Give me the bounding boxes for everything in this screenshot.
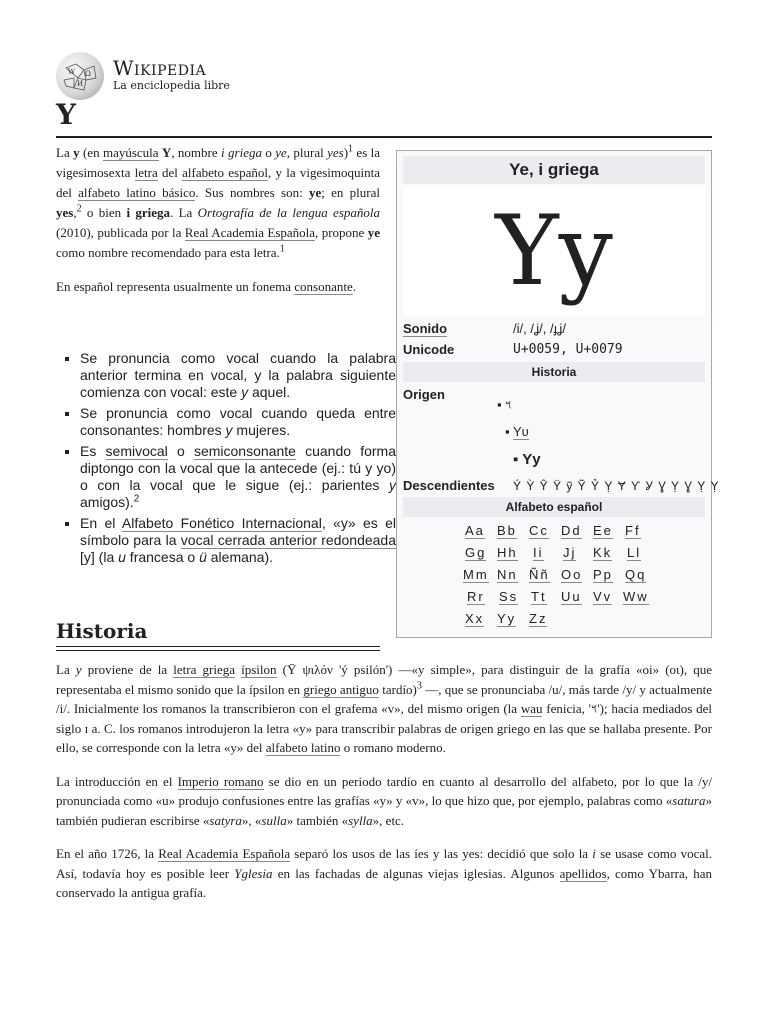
wikipedia-wordmark[interactable]: Wikipedia — [113, 56, 207, 80]
alfabeto-letter[interactable]: Ee — [593, 523, 613, 538]
section-divider — [56, 646, 380, 647]
alfabeto-letter[interactable]: Bb — [497, 523, 517, 538]
alfabeto-letter[interactable]: Nn — [497, 567, 518, 582]
title-divider — [56, 136, 712, 138]
sonido-label[interactable]: Sonido — [403, 321, 448, 336]
descendientes-value[interactable]: Ý Ỳ Ŷ Ÿ ỹ Ỹ Ỷ Ỵ Ɏ Ƴ Ỿ Ɣ Ỵ Ɣ Ỵ Ỵ — [513, 479, 720, 493]
link-rae-2[interactable]: Real Academia Española — [158, 846, 291, 861]
list-item: ▪ Se pronuncia como vocal cuando queda entre consonantes: hombres y mujeres. — [80, 405, 396, 439]
alfabeto-letter[interactable]: Oo — [561, 567, 583, 582]
list-item: ▪ En el Alfabeto Fonético Internacional, «y» es el símbolo para la vocal cerrada anterior redondeada [y] (la u francesa o ü alemana). — [80, 515, 396, 566]
link-semivocal[interactable]: semivocal — [105, 443, 168, 459]
alfabeto-letter[interactable]: Cc — [529, 523, 549, 538]
alfabeto-letter[interactable]: Ff — [625, 523, 641, 538]
link-imperio-romano[interactable]: Imperio romano — [177, 773, 264, 789]
list-item: ▪ Es semivocal o semiconsonante cuando forma diptongo con la vocal que la antecede (ej.: tú y yo) o con la vocal que le sigue (ej.: parientes y amigos).$^2$ — [80, 443, 396, 511]
alfabeto-letter[interactable]: Hh — [497, 545, 518, 560]
alfabeto-letter[interactable]: Zz — [529, 611, 548, 626]
link-afi[interactable]: Alfabeto Fonético Internacional — [121, 515, 322, 531]
page-title: Y — [56, 98, 76, 131]
link-alfabeto-espanol[interactable]: alfabeto español — [182, 165, 268, 180]
alfabeto-letter[interactable]: Jj — [563, 545, 577, 560]
alfabeto-letter[interactable]: Ww — [623, 589, 649, 604]
alfabeto-letter[interactable]: Ll — [627, 545, 642, 560]
alfabeto-letter[interactable]: Vv — [593, 589, 613, 604]
alfabeto-letter[interactable]: Tt — [531, 589, 547, 604]
alfabeto-letter[interactable]: Dd — [561, 523, 582, 538]
link-letra-griega[interactable]: letra griega — [173, 662, 235, 677]
historia-paragraph-2: La introducción en el Imperio romano se dio en un periodo tardío en cuanto al desarrollo del alfabeto, por lo que la /y/ pronunciada como «u» produjo confusiones entre las grafías «y» y «v», lo que hizo que, por ejemplo, palabras como «satura» también pudieran escribirse «satyra», «sulla» también «sylla», etc. — [56, 773, 712, 828]
link-letra[interactable]: letra — [134, 165, 158, 180]
historia-paragraph-3: En el año 1726, la Real Academia Española separó los usos de las íes y las yes: decidió que solo la i se usase como vocal. Así, todavía hoy es posible leer Yglesia en las fachadas de algunas viejas iglesias. Algunos apellidos, como Ybarra, han conservado la antigua grafía. — [56, 846, 713, 900]
link-wau[interactable]: wau — [520, 701, 543, 716]
alfabeto-letter[interactable]: Gg — [465, 545, 487, 560]
footnote-3[interactable]: 3 — [416, 680, 422, 692]
alfabeto-letter[interactable]: Qq — [625, 567, 647, 582]
link-mayuscula[interactable]: mayúscula — [102, 145, 159, 160]
footnote-2b[interactable]: 2 — [133, 493, 140, 505]
link-vocal-cerrada[interactable]: vocal cerrada anterior redondeada — [180, 532, 397, 548]
alfabeto-letter[interactable]: Mm — [463, 567, 489, 582]
alfabeto-letter[interactable]: Rr — [467, 589, 485, 604]
svg-text:И: И — [77, 80, 84, 88]
section-divider — [56, 650, 380, 651]
link-consonante[interactable]: consonante — [294, 279, 353, 294]
letter-glyph-image[interactable]: Yy — [403, 187, 705, 315]
sonido-value[interactable]: /i/, /ʝ/, /ɟʝ/ — [513, 321, 566, 336]
origen-item-1[interactable]: ▪ 𐤅 — [497, 397, 512, 412]
lead-section — [56, 143, 380, 311]
unicode-value: U+0059, U+0079 — [513, 342, 623, 357]
footnote-1b[interactable]: 1 — [279, 243, 285, 255]
alfabeto-section-header: Alfabeto español — [403, 497, 705, 517]
infobox — [396, 150, 720, 638]
link-alfabeto-latino-basico[interactable]: alfabeto latino básico — [78, 185, 196, 200]
link-alfabeto-latino[interactable]: alfabeto latino — [265, 740, 341, 755]
lead-paragraph-2: En español representa usualmente un fonema consonante. — [56, 279, 356, 294]
link-apellidos[interactable]: apellidos — [559, 865, 607, 881]
alfabeto-letter[interactable]: Ss — [499, 589, 519, 604]
wikipedia-globe-icon[interactable] — [56, 52, 104, 100]
section-heading-historia: Historia — [56, 619, 148, 643]
historia-section-header: Historia — [403, 362, 705, 382]
alfabeto-letter[interactable]: Ññ — [529, 567, 550, 582]
alfabeto-letter[interactable]: Ii — [533, 545, 544, 560]
link-ipsilon[interactable]: ípsilon — [241, 662, 277, 677]
pronunciation-list — [64, 350, 396, 570]
list-item: ▪ Se pronuncia como vocal cuando la palabra anterior termina en vocal, y la palabra siguiente comienza con vocal: este y aquel. — [80, 350, 396, 401]
origen-item-2[interactable]: ▪ Yυ — [505, 424, 529, 439]
alfabeto-letter[interactable]: Pp — [593, 567, 613, 582]
svg-text:Ω: Ω — [85, 70, 91, 78]
unicode-label: Unicode — [403, 342, 455, 357]
wikipedia-tagline: La enciclopedia libre — [113, 79, 230, 92]
historia-paragraph-1: La y proviene de la letra griega ípsilon (Ῡ ψιλόν 'ý psilón') —«y simple», para distinguir de la grafía «oi» (οι), que representaba el mismo sonido que la ípsilon en griego antiguo tardío)$^3$ —, que se pronunciaba /u/, más tarde /y/ y actualmente /i/. Inicialmente los romanos la transcribieron con el grafema «v», del mismo origen (la wau fenicia, '𐤅'); hacia mediados del siglo ɪ a. C. los romanos introdujeron la letra «y» para transcribir palabras de origen griego en las que se hallaba presente. Por ello, se corresponde con la letra «y» del alfabeto latino o romano moderno. — [56, 662, 713, 755]
origen-item-3: ▪ Yy — [513, 451, 541, 468]
footnote-2[interactable]: 2 — [76, 203, 82, 215]
svg-text:W: W — [68, 68, 76, 76]
descendientes-label: Descendientes — [403, 478, 495, 493]
alfabeto-letter[interactable]: Uu — [561, 589, 582, 604]
alfabeto-letter[interactable]: Yy — [497, 611, 517, 626]
alfabeto-letter[interactable]: Kk — [593, 545, 613, 560]
lead-paragraph-1: La y (en mayúscula Y, nombre i griega o ye, plural yes)$^1$ es la vigesimosexta letra del alfabeto español, y la vigesimoquinta del alfabeto latino básico. Sus nombres son: ye; en plural yes,$^2$ o bien i griega. La Ortografía de la lengua española (2010), publicada por la Real Academia Española, propone ye como nombre recomendado para esta letra.$^1$ — [56, 143, 381, 260]
infobox-title: Ye, i griega — [403, 156, 705, 184]
origen-label: Origen — [403, 387, 445, 402]
footnote-1[interactable]: 1 — [348, 143, 354, 155]
link-rae[interactable]: Real Academia Española — [184, 225, 316, 240]
link-griego-antiguo[interactable]: griego antiguo — [303, 681, 379, 697]
alfabeto-letter[interactable]: Xx — [465, 611, 485, 626]
link-semiconsonante[interactable]: semiconsonante — [193, 443, 296, 459]
historia-body — [56, 660, 712, 917]
alfabeto-letter[interactable]: Aa — [465, 523, 485, 538]
